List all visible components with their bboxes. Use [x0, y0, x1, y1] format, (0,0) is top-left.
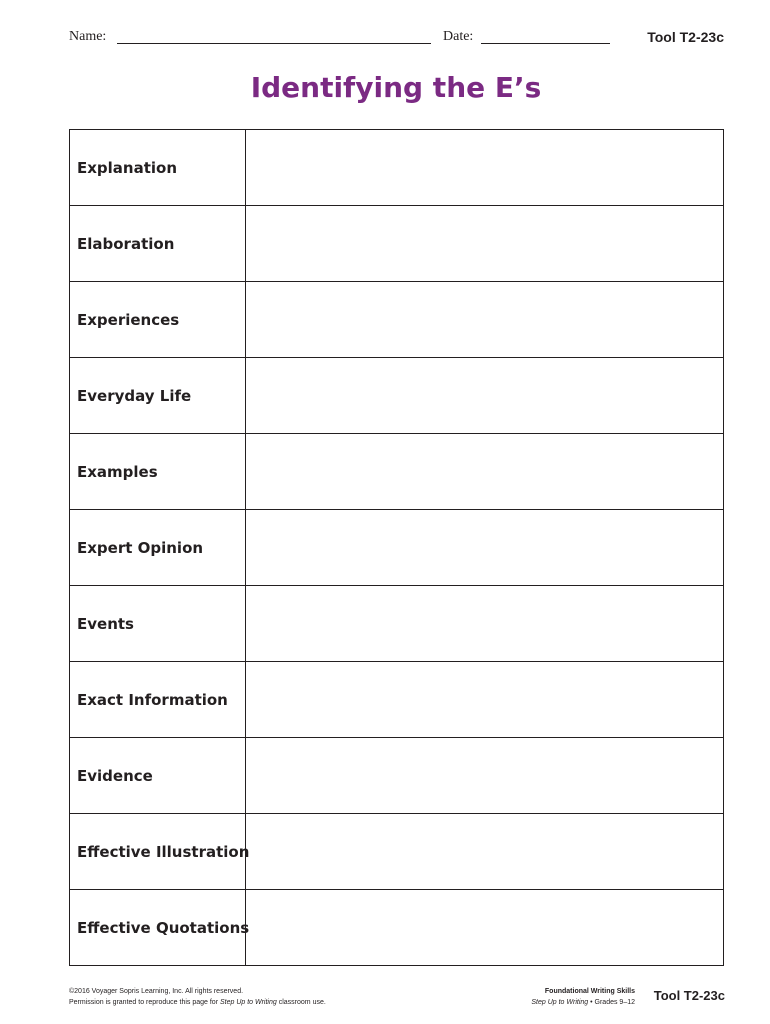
series-info [531, 986, 635, 1008]
answer-cell[interactable] [246, 586, 724, 661]
page-title: Identifying the E’s [250, 71, 542, 104]
table-row [70, 890, 724, 966]
answer-cell[interactable] [246, 358, 724, 433]
row-label: Effective Illustration [70, 814, 246, 889]
series-grades: • Grades 9–12 [588, 999, 635, 1006]
answer-cell[interactable] [246, 890, 724, 965]
row-label: Experiences [70, 282, 246, 357]
name-field-line[interactable] [117, 43, 431, 44]
table-row [70, 662, 724, 738]
row-label: Expert Opinion [70, 510, 246, 585]
series-line [531, 997, 635, 1008]
table-row [70, 814, 724, 890]
answer-cell[interactable] [246, 206, 724, 281]
copyright-line: ©2016 Voyager Sopris Learning, Inc. All rights reserved. [69, 988, 244, 995]
permission-suffix: classroom use. [276, 999, 326, 1006]
es-table [69, 129, 724, 966]
row-label: Events [70, 586, 246, 661]
page-footer [69, 986, 725, 1008]
table-row [70, 358, 724, 434]
date-field-line[interactable] [481, 43, 610, 44]
row-label: Evidence [70, 738, 246, 813]
answer-cell[interactable] [246, 130, 724, 205]
worksheet-header [69, 28, 724, 48]
table-row [70, 206, 724, 282]
series-title: Foundational Writing Skills [544, 988, 635, 995]
series-product: Step Up to Writing [531, 999, 589, 1006]
row-label: Elaboration [70, 206, 246, 281]
answer-cell[interactable] [246, 510, 724, 585]
answer-cell[interactable] [246, 434, 724, 509]
tool-id-footer: Tool T2-23c [653, 988, 725, 1003]
answer-cell[interactable] [246, 738, 724, 813]
row-label: Effective Quotations [70, 890, 246, 965]
row-label: Examples [70, 434, 246, 509]
answer-cell[interactable] [246, 662, 724, 737]
date-label: Date: [443, 29, 474, 44]
permission-prefix: Permission is granted to reproduce this page for [69, 999, 220, 1006]
row-label: Everyday Life [70, 358, 246, 433]
permission-title: Step Up to Writing [219, 999, 277, 1006]
table-row [70, 434, 724, 510]
answer-cell[interactable] [246, 814, 724, 889]
tool-id-header: Tool T2-23c [647, 29, 724, 45]
row-label: Exact Information [70, 662, 246, 737]
permission-line [69, 997, 326, 1008]
name-label: Name: [69, 29, 107, 44]
table-row [70, 586, 724, 662]
table-row [70, 510, 724, 586]
table-row [70, 282, 724, 358]
table-row [70, 130, 724, 206]
copyright-notice [69, 986, 326, 1008]
row-label: Explanation [70, 130, 246, 205]
table-row [70, 738, 724, 814]
answer-cell[interactable] [246, 282, 724, 357]
